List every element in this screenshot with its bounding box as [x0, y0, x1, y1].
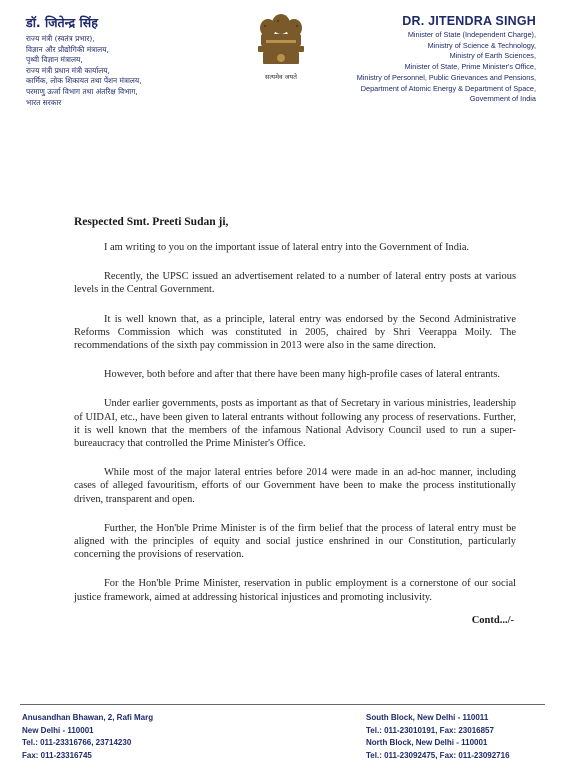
hindi-designation-line: विज्ञान और प्रौद्योगिकी मंत्रालय,	[26, 44, 109, 54]
letter-paragraph: Further, the Hon'ble Prime Minister is of the firm belief that the process of lateral entry must be aligned with the principles of equity and social justice enshrined in our Constitution, particularly concerning the provisions of reservation.	[74, 522, 516, 561]
hindi-designation-line: भारत सरकार	[26, 97, 62, 107]
english-designation-line: Minister of State, Prime Minister's Office,	[404, 62, 536, 72]
footer-line: Fax: 011-23316745	[22, 750, 92, 760]
hindi-designation-line: परमाणु ऊर्जा विभाग तथा अंतरिक्ष विभाग,	[26, 86, 138, 96]
footer-line: Tel.: 011-23316766, 23714230	[22, 738, 132, 747]
letter-paragraph: Recently, the UPSC issued an advertisement related to a number of lateral entry posts at various levels in the Central Government.	[74, 271, 516, 296]
english-designation-line: Ministry of Earth Sciences,	[449, 51, 536, 61]
letter-paragraph: While most of the major lateral entries before 2014 were made in an ad-hoc manner, including cases of alleged favouritism, efforts of our Government have been to make the process institutionally driven, transparent and open.	[74, 467, 516, 505]
letter-salutation: Respected Smt. Preeti Sudan ji,	[74, 216, 229, 228]
letter-paragraph: For the Hon'ble Prime Minister, reservation in public employment is a cornerstone of our social justice framework, aimed at addressing historical injustices and promoting inclusivity.	[74, 578, 516, 603]
footer-divider	[20, 704, 545, 705]
hindi-designation-line: राज्य मंत्री (स्वतंत्र प्रभार),	[26, 34, 95, 43]
footer-line: South Block, New Delhi - 110011	[366, 713, 489, 722]
footer-line: Tel.: 011-23010191, Fax: 23016857	[366, 725, 494, 735]
footer-address-left	[22, 712, 153, 762]
letter-paragraph: However, both before and after that there have been many high-profile cases of lateral entrants.	[104, 369, 500, 381]
footer-line: Anusandhan Bhawan, 2, Rafi Marg	[22, 713, 154, 722]
letter-paragraph: I am writing to you on the important issue of lateral entry into the Government of India.	[104, 242, 470, 253]
english-designation-line: Minister of State (Independent Charge),	[407, 30, 536, 39]
hindi-designation-line: पृथ्वी विज्ञान मंत्रालय,	[26, 55, 83, 65]
footer-line: North Block, New Delhi - 110001	[366, 738, 488, 747]
letter-paragraph: It is well known that, as a principle, lateral entry was endorsed by the Second Administrative Reforms Commission which was constituted in 2005, chaired by Shri Veerappa Moily. The recommendations of the sixth pay commission in 2013 were also in the same direction.	[74, 313, 516, 352]
hindi-designation-line: राज्य मंत्री प्रधान मंत्री कार्यालय,	[26, 65, 110, 75]
english-designation-line: Department of Atomic Energy & Department of Space,	[360, 83, 536, 93]
continued-marker: Contd.../-	[471, 615, 514, 626]
english-designation-line: Ministry of Science & Technology,	[427, 40, 536, 50]
english-minister-name: DR. JITENDRA SINGH	[402, 14, 536, 28]
footer-line: New Delhi - 110001	[22, 725, 94, 735]
letter-body	[74, 241, 516, 620]
english-letterhead	[276, 14, 536, 105]
english-designation-line: Ministry of Personnel, Public Grievances and Pensions,	[356, 72, 536, 82]
emblem-motto: सत्यमेव जयते	[265, 73, 297, 81]
hindi-minister-name: डॉ. जितेन्द्र सिंह	[26, 15, 98, 30]
letter-paragraph: Under earlier governments, posts as important as that of Secretary in various ministries, leadership of UIDAI, etc., have been given to lateral entrants without following any process of reservations. Further, it is well known that the members of the infamous National Advisory Council used to run a super-bureaucracy that controlled the Prime Minister's Office.	[74, 398, 516, 450]
hindi-designation-line: कार्मिक, लोक शिकायत तथा पेंशन मंत्रालय,	[26, 76, 142, 86]
hindi-letterhead	[26, 14, 201, 108]
footer-address-right	[366, 712, 510, 762]
footer-line: Tel.: 011-23092475, Fax: 011-23092716	[366, 750, 510, 760]
english-designation-line: Government of India	[469, 94, 536, 104]
